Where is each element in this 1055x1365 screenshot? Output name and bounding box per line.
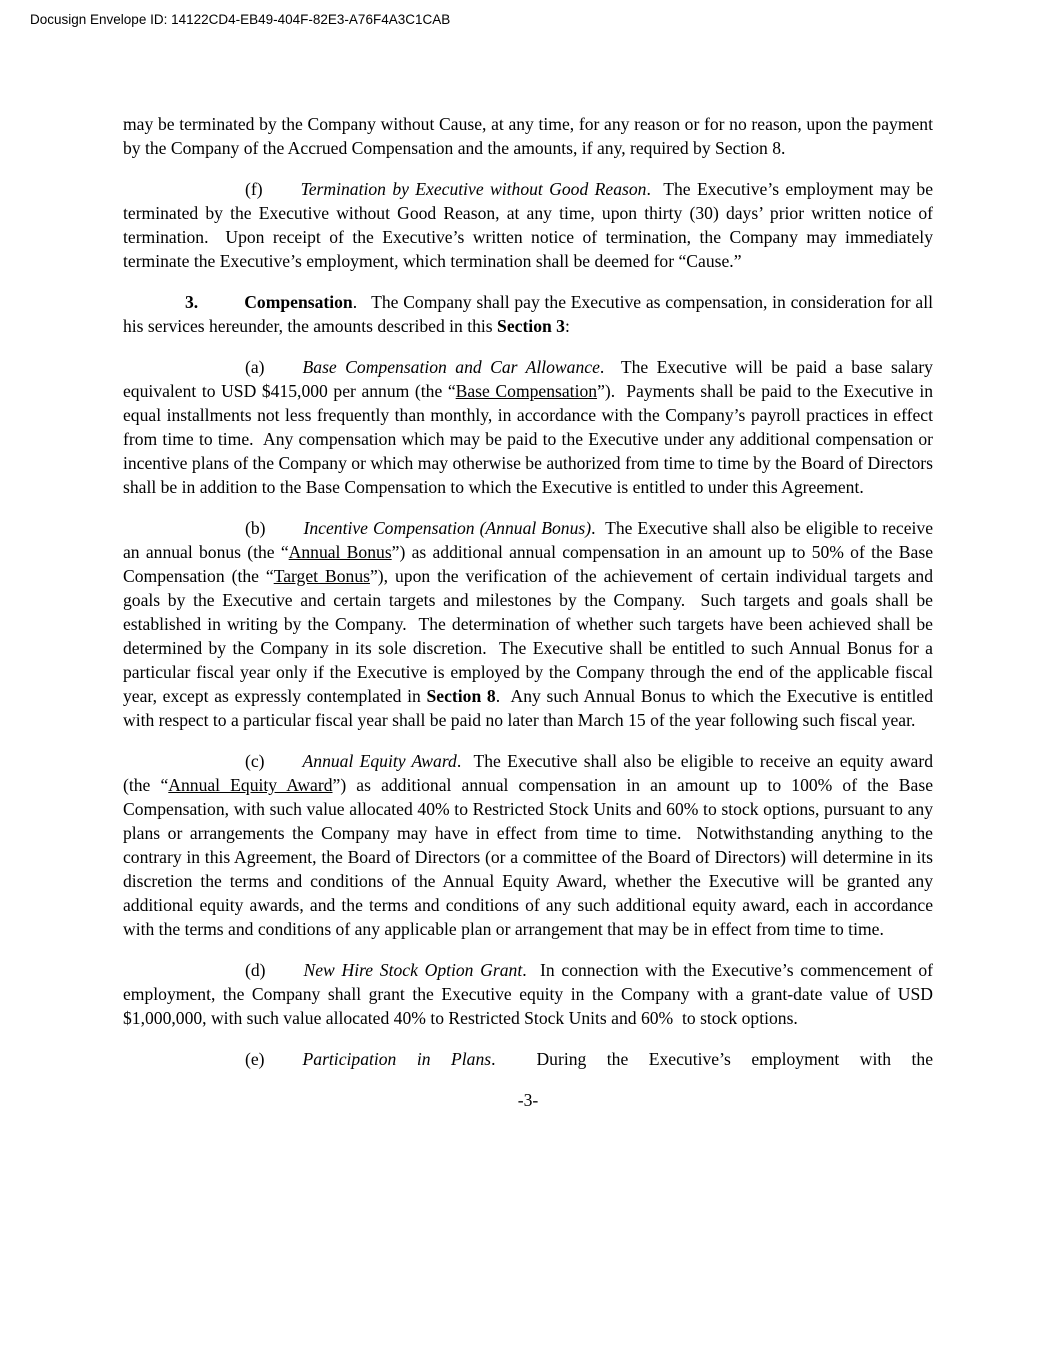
clause-body: . The Executive’s employment may be terminated by the Executive without Good Reason, at any time, upon thirty (30) days’ prior written notice of termination. Upon receipt of the Executive’s written notice of termination, the Company may immediately terminate the Executive’s employment, which termination shall be deemed for “Cause.” (123, 179, 934, 271)
clause-label: (c) (245, 751, 265, 771)
clause-body: . During the Executive’s employment with the (491, 1049, 934, 1069)
clause-body: ”) as additional annual compensation in an amount up to 50% of the Base Compensation (the “ (123, 542, 934, 586)
clause-body: . The Executive shall also be eligible to receive an equity award (the “ (123, 751, 933, 795)
paragraph-f (123, 177, 933, 273)
paragraph-a (123, 355, 933, 499)
paragraph-c (123, 749, 933, 941)
paragraph-e (123, 1047, 933, 1071)
paragraph-d (123, 958, 933, 1030)
clause-body: . In connection with the Executive’s commencement of employment, the Company shall grant the Executive equity in the Company with a grant-date value of USD $1,000,000, with such value allocated 40% to Restricted Stock Units and 60% to stock options. (123, 960, 934, 1028)
paragraph-text: may be terminated by the Company without Cause, at any time, for any reason or for no reason, upon the payment by the Company of the Accrued Compensation and the amounts, if any, required by Section 8. (123, 114, 933, 158)
clause-body: ”), upon the verification of the achievement of certain individual targets and goals by the Executive and certain targets and milestones by the Company. Such targets and goals shall be established in writing by the Company. The determination of whether such targets have been achieved shall be determined by the Company in its sole discretion. The Executive shall be entitled to such Annual Bonus for a particular fiscal year only if the Executive is employed by the Company through the end of the applicable fiscal year, except as expressly contemplated in (123, 566, 934, 706)
clause-title: Annual Equity Award (302, 751, 457, 771)
section-ref: Section 3 (497, 316, 565, 336)
page-number: -3- (517, 1090, 539, 1110)
defined-term: Target Bonus (273, 566, 370, 586)
section-ref: Section 8 (426, 686, 496, 706)
clause-label: (d) (245, 960, 266, 980)
clause-label: (f) (245, 179, 263, 199)
clause-body: . Any such Annual Bonus to which the Executive is entitled with respect to a particular fiscal year shall be paid no later than March 15 of the year following such fiscal year. (123, 686, 933, 730)
docusign-envelope-id: Docusign Envelope ID: 14122CD4-EB49-404F-82E3-A76F4A3C1CAB (30, 12, 451, 27)
clause-body: ”). Payments shall be paid to the Executive in equal installments not less frequently than monthly, in accordance with the Company’s payroll practices in effect from time to time. Any compensation which may be paid to the Executive under any additional compensation or incentive plans of the Company or which may otherwise be authorized from time to time by the Board of Directors shall be in addition to the Base Compensation to which the Executive is entitled to under this Agreement. (123, 381, 933, 497)
clause-title: Incentive Compensation (Annual Bonus) (303, 518, 592, 538)
clause-body: ”) as additional annual compensation in an amount up to 100% of the Base Compensation, with such value allocated 40% to Restricted Stock Units and 60% to stock options, pursuant to any plans or arrangements the Company may have in effect from time to time. Notwithstanding anything to the contrary in this Agreement, the Board of Directors (or a committee of the Board of Directors) will determine in its discretion the terms and conditions of the Annual Equity Award, whether the Executive will be granted any additional equity awards, and the terms and conditions of any such additional equity award, each in accordance with the terms and conditions of any applicable plan or arrangement that may be in effect from time to time. (123, 775, 934, 939)
clause-label: (a) (245, 357, 265, 377)
clause-title: New Hire Stock Option Grant (303, 960, 523, 980)
document-body (123, 112, 933, 1112)
clause-title: Participation in Plans (302, 1049, 492, 1069)
defined-term: Annual Equity Award (168, 775, 333, 795)
clause-body: . The Executive shall also be eligible to receive an annual bonus (the “ (123, 518, 933, 562)
clause-body: . The Executive will be paid a base salary equivalent to USD $415,000 per annum (the “ (123, 357, 933, 401)
section-heading: Compensation (244, 292, 353, 312)
section-number: 3. (185, 292, 199, 312)
clause-title: Termination by Executive without Good Reason (300, 179, 647, 199)
clause-label: (e) (245, 1049, 265, 1069)
clause-label: (b) (245, 518, 266, 538)
paragraph-intro-continuation (123, 112, 933, 160)
section-body: . The Company shall pay the Executive as compensation, in consideration for all his services hereunder, the amounts described in this (123, 292, 933, 336)
defined-term: Base Compensation (455, 381, 598, 401)
clause-title: Base Compensation and Car Allowance (302, 357, 600, 377)
section-3-compensation (123, 290, 933, 338)
defined-term: Annual Bonus (288, 542, 392, 562)
section-body-end: : (564, 316, 570, 336)
paragraph-b (123, 516, 933, 732)
